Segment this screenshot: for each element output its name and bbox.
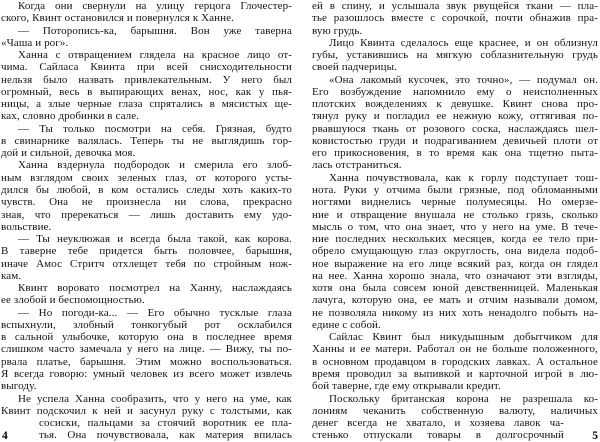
text-line: лачуга, которую она, ее мать и отчим называли домом, — [312, 294, 598, 307]
text-line: в свинарнике валялась. Теперь ты не выглядишь гор- — [1, 134, 292, 147]
text-line: ние и отвращение внушала не столько грязь, сколько — [312, 208, 598, 221]
text-line: своей падчерицы. — [312, 61, 397, 74]
page-right — [312, 0, 598, 442]
text-line: стенько отпускали товары в долгосрочный — [312, 429, 564, 442]
text-line: Квинт подскочил к ней и засунул руку с толстыми, как — [1, 404, 292, 417]
text-line: ногтями виднелись черные полумесяцы. Но омерзе- — [312, 196, 598, 209]
text-line: чувств. Она не произнесла ни слова, прекрасно — [1, 196, 292, 209]
text-line: на нее. Ханна хорошо знала, что означают эти взгляды, — [312, 269, 598, 282]
text-line: зная, что пререкаться — лишь доставить ему удо- — [1, 208, 292, 221]
text-line: хотя она была совсем юной девственницей. Маленькая — [312, 282, 598, 295]
text-line: — Ты неуклюжая и всегда была такой, как корова. — [18, 233, 292, 246]
text-line: Когда они свернули на улицу герцога Глочестер- — [18, 0, 292, 12]
text-line: ковистостью груди и подрагиванием девичьей плоти от — [312, 134, 598, 147]
text-line: губы, уставившись на мягкую соблазнительную грудь — [312, 49, 598, 62]
text-line: дился бы любой, в ком остались следы хоть каких-то — [1, 183, 292, 196]
text-line: нельзя было назвать привлекательным. У него был — [1, 73, 292, 86]
text-line: выгоду. — [1, 380, 37, 393]
text-line: едине с собой. — [312, 318, 381, 331]
page-number-right: 5 — [592, 429, 598, 442]
text-line: Ханны и ее матери. Работал он не больше положенного, — [312, 343, 598, 356]
text-line: плотских вожделениях к девушке. Квинт снова про- — [312, 98, 598, 111]
text-line: сосиски, пальцами за стоячий воротник ее пла- — [39, 417, 292, 430]
text-line: кам. — [1, 269, 22, 282]
text-line: тье разошлось вместе с сорочкой, почти обнажив пра- — [312, 12, 598, 25]
text-line: чима. Сайласа Квинта при всей снисходительности — [1, 61, 292, 74]
text-line: мысль о том, что она знает, что у него на уме. В тече- — [312, 220, 598, 233]
text-line: его прикосновения, в то время как она тщетно пыта- — [312, 147, 598, 160]
text-line: Ханна вздернула подбородок и смерила его злоб- — [18, 159, 292, 172]
text-line: Ханна с отвращением глядела на красное лицо от- — [18, 49, 292, 62]
text-line: вспыхнули, злобный тонкогубый рот осклабился — [1, 318, 292, 331]
text-line: тья. Она почувствовала, как материя впилась — [39, 429, 292, 442]
text-line: ского, Квинт остановился и повернулся к Ханне. — [1, 12, 234, 25]
text-line: ние последних нескольких месяцев, когда ее тело при- — [312, 233, 598, 246]
text-line: лась отстраниться. — [312, 159, 402, 172]
text-line: вую грудь. — [312, 24, 363, 37]
text-line: ным взглядом своих зеленых глаз, от которого усты- — [1, 171, 292, 184]
text-line: В таверне тебе придется быть половчее, барышня, — [1, 245, 292, 258]
text-line: рвавшуюся ткань от розового соска, наслаждаясь шел- — [312, 122, 598, 135]
text-line: нота. Руки у отчима были грязные, под обломанными — [312, 183, 598, 196]
page-left — [1, 0, 292, 442]
text-line: ей в спину, и услышала звук рвущейся ткани — пла- — [312, 0, 598, 12]
text-line: — Ты только посмотри на себя. Грязная, будто — [18, 122, 292, 135]
text-line: Я всегда говорю: умный человек из всего может извлечь — [1, 367, 292, 380]
text-line: слишком часто замечала у него на лице. — Вижу, ты по- — [1, 343, 292, 356]
text-line: лониям чеканить собственную валюту, наличных — [312, 404, 598, 417]
text-line: денег всегда не хватало, и хозяева лавок ча- — [312, 417, 564, 430]
text-line: Поскольку британская корона не разрешала ко- — [329, 392, 598, 405]
text-line: «Чаша и рог». — [1, 36, 69, 49]
text-line: дой и сильной, девочка моя. — [1, 147, 136, 160]
text-line: Сайлас Квинт был никудышным добытчиком для — [329, 331, 598, 344]
text-line: ное выражение на его лице всякий раз, когда он глядел — [312, 257, 598, 270]
text-line: в сальной улыбочке, которую она в последнее время — [1, 331, 292, 344]
text-line: Ханна почувствовала, как к горлу подступает тош- — [329, 171, 598, 184]
text-line: рвала платье, барышня. Этим можно воспользоваться. — [1, 355, 292, 368]
page-number-left: 4 — [2, 429, 8, 442]
text-line: вольствие. — [1, 220, 52, 233]
text-line: огромный, весь в выпирающих венах, нос, как у пья- — [1, 85, 292, 98]
text-line: Лицо Квинта сделалось еще краснее, и он облизнул — [329, 36, 598, 49]
text-line: не позволяла никому из них хоть ненадолго побыть на- — [312, 306, 598, 319]
text-line: Не успела Ханна сообразить, что у него на уме, как — [18, 392, 292, 405]
text-line: время проводил за выпивкой и карточной игрой в лю- — [312, 367, 598, 380]
text-line: «Она лакомый кусочек, это точно», — подумал он. — [329, 73, 598, 86]
text-line: обрело смущающую глаз округлость, она видела подоб- — [312, 245, 598, 258]
text-line: иначе Амос Стритч отхлещет тебя по стройным нож- — [1, 257, 292, 270]
text-line: тянул руку и погладил ее нежную кожу, оттягивая по- — [312, 110, 598, 123]
text-line: бой таверне, где ему открывали кредит. — [312, 380, 501, 393]
text-line: Квинт воровато посмотрел на Ханну, наслаждаясь — [18, 282, 292, 295]
text-line: в основном продавцом в городских лавках. А остальное — [312, 355, 598, 368]
text-line: ницы, а злые черные глаза спрятались в мясистых ще- — [1, 98, 292, 111]
text-line: — Но погоди-ка... — Его обычно тусклые глаза — [18, 306, 292, 319]
text-line: — Поторопись-ка, барышня. Вон уже таверна — [18, 24, 292, 37]
text-line: ках, словно дробинки в сале. — [1, 110, 140, 123]
page-right-text — [312, 0, 598, 442]
text-line: Его возбуждение напомнило ему о неисполненных — [312, 85, 598, 98]
text-line: ее злобой и беспомощностью. — [1, 294, 145, 307]
page-left-text — [1, 0, 292, 442]
